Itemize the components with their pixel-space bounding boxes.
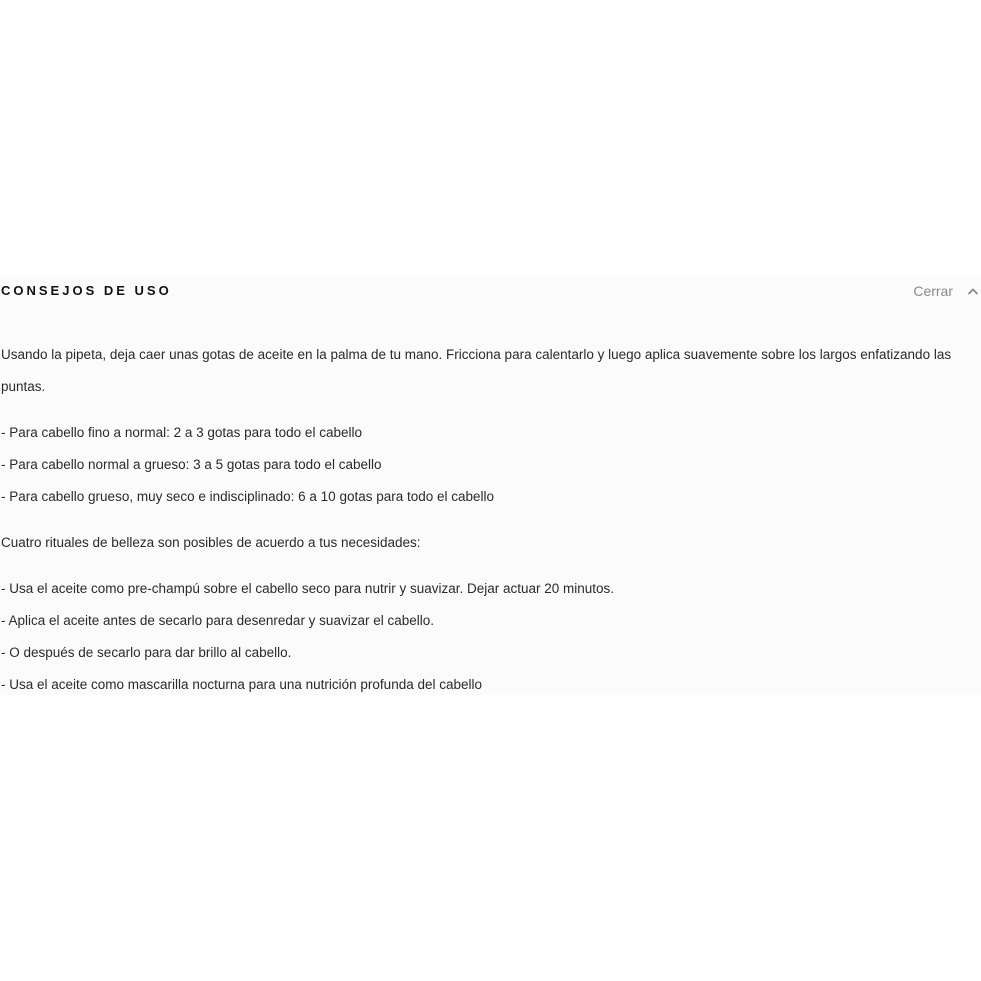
list-item: - Usa el aceite como mascarilla nocturna para una nutrición profunda del cabello [1, 677, 483, 692]
list-item: - Para cabello normal a grueso: 3 a 5 gotas para todo el cabello [1, 457, 382, 472]
usage-tips-accordion [0, 277, 981, 695]
close-toggle-button[interactable] [913, 280, 981, 302]
list-item: - Para cabello grueso, muy seco e indisciplinado: 6 a 10 gotas para todo el cabello [1, 489, 495, 504]
close-toggle-label: Cerrar [913, 283, 953, 299]
list-item: - Para cabello fino a normal: 2 a 3 gotas para todo el cabello [1, 425, 362, 440]
accordion-header[interactable] [0, 277, 981, 305]
chevron-up-icon [967, 285, 979, 297]
dosage-list [1, 417, 976, 513]
rituals-list [1, 573, 976, 701]
section-title: CONSEJOS DE USO [1, 283, 172, 298]
list-item: - Usa el aceite como pre-champú sobre el cabello seco para nutrir y suavizar. Dejar actuar 20 minutos. [1, 581, 615, 596]
list-item: - O después de secarlo para dar brillo al cabello. [1, 645, 292, 660]
intro-paragraph: Usando la pipeta, deja caer unas gotas de aceite en la palma de tu mano. Fricciona para calentarlo y luego aplica suavemente sobre los largos enfatizando las puntas. [1, 347, 952, 394]
accordion-content [1, 339, 976, 701]
rituals-intro: Cuatro rituales de belleza son posibles de acuerdo a tus necesidades: [1, 535, 421, 550]
list-item: - Aplica el aceite antes de secarlo para desenredar y suavizar el cabello. [1, 613, 434, 628]
